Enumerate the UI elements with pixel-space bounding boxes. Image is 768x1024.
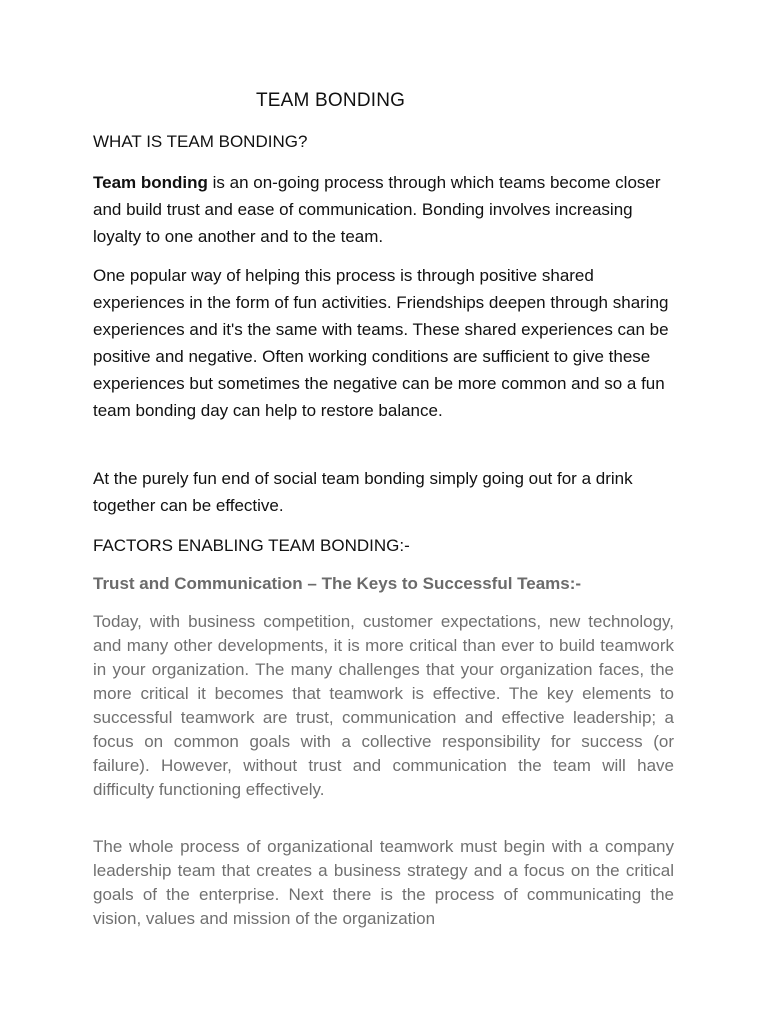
paragraph-shared-experiences: One popular way of helping this process is through positive shared experiences in the form of fun activities. Friendships deepen through sharing experiences and it's the same with teams. These shared experiences can be positive and negative. Often working conditions are sufficient to give these experiences but sometimes the negative can be more common and so a fun team bonding day can help to restore balance. [93, 266, 669, 420]
factors-heading: FACTORS ENABLING TEAM BONDING:- [93, 536, 410, 555]
paragraph-social-bonding: At the purely fun end of social team bonding simply going out for a drink together can be effective. [93, 469, 633, 515]
paragraph-business-competition: Today, with business competition, customer expectations, new technology, and many other developments, it is more critical than ever to build teamwork in your organization. The many challenges that your organization faces, the more critical it becomes that teamwork is effective. The key elements to successful teamwork are trust, communication and effective leadership; a focus on common goals with a collective responsibility for success (or failure). However, without trust and communication the team will have difficulty functioning effectively. [93, 612, 674, 799]
what-is-heading: WHAT IS TEAM BONDING? [93, 132, 308, 151]
paragraph-definition [93, 169, 678, 250]
trust-communication-subheading: Trust and Communication – The Keys to Successful Teams:- [93, 574, 582, 593]
bold-term: Team bonding [93, 173, 208, 192]
paragraph-organizational-teamwork: The whole process of organizational teamwork must begin with a company leadership team that creates a business strategy and a focus on the critical goals of the enterprise. Next there is the process of communicating the vision, values and mission of the organization [93, 837, 674, 928]
document-title: TEAM BONDING [256, 90, 406, 111]
definition-text: is an on-going process through which teams become closer and build trust and ease of communication. Bonding involves increasing loyalty to one another and to the team. [93, 173, 661, 246]
